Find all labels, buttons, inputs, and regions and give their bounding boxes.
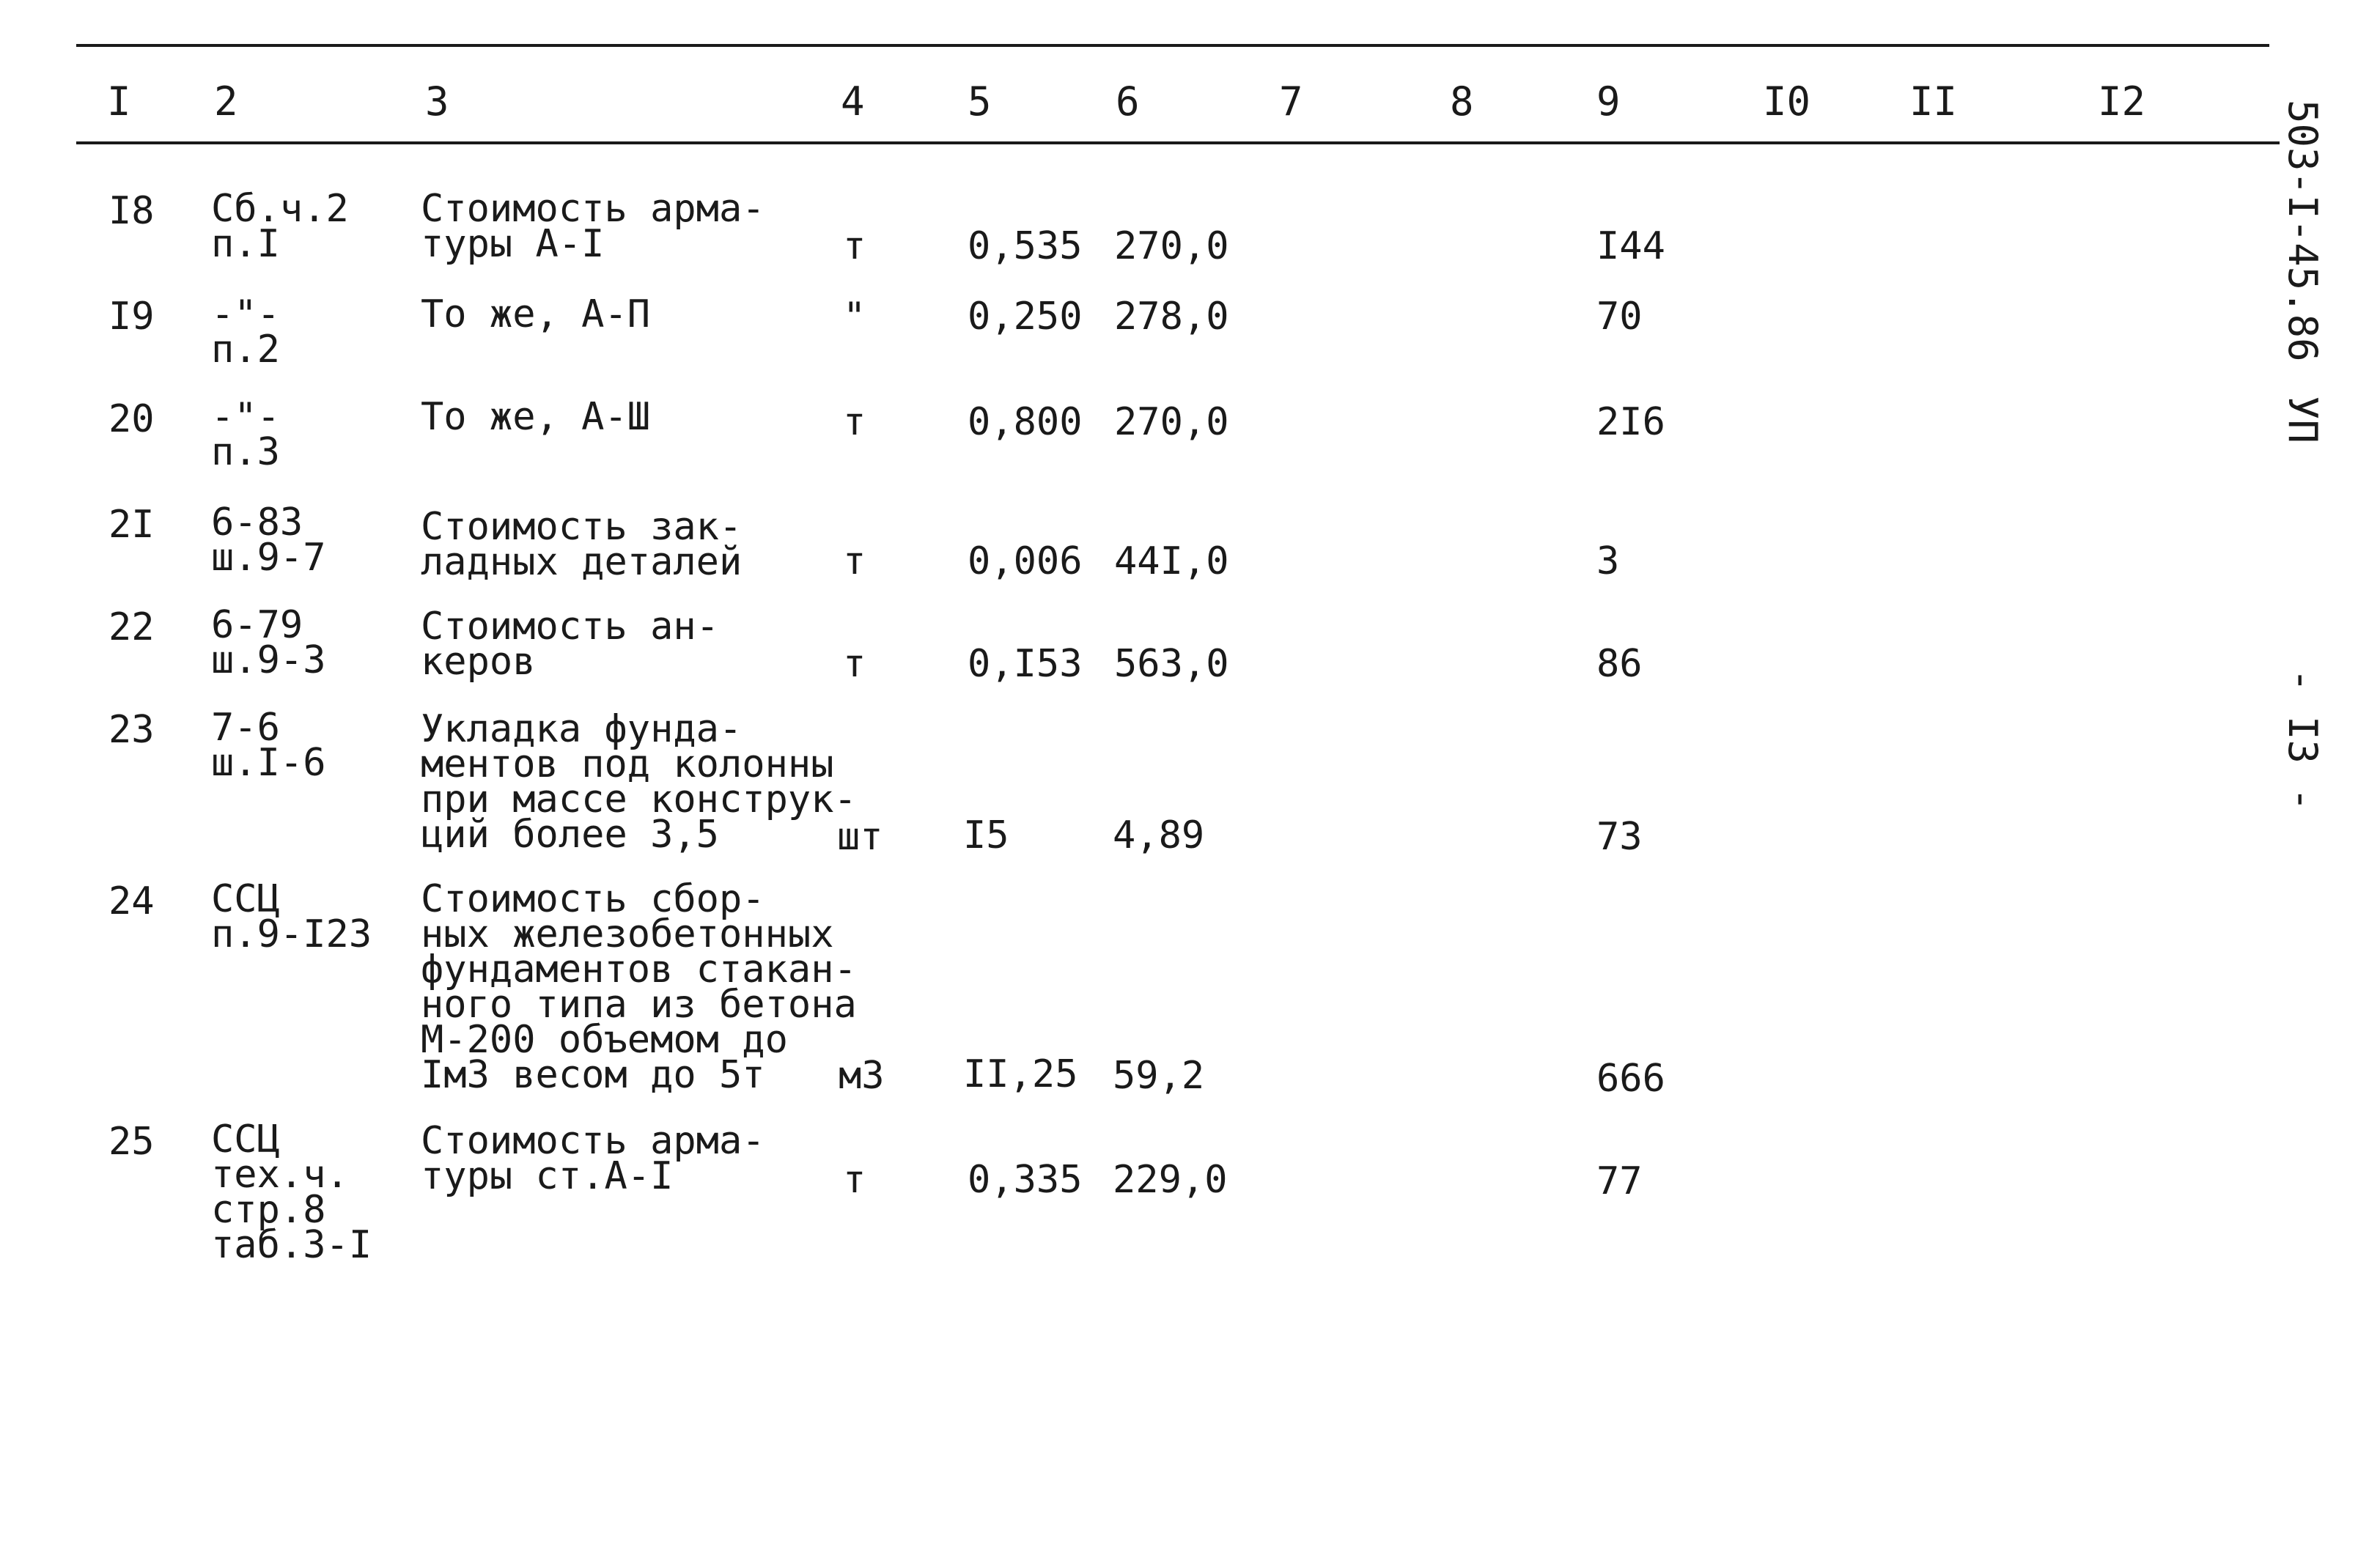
row-number: 23 — [108, 708, 155, 752]
col-header-5: 5 — [968, 78, 992, 125]
ref-line: 7-6 — [211, 706, 280, 750]
col-header-6: 6 — [1116, 78, 1140, 125]
document-code: 503-I-45.86 — [2280, 100, 2326, 362]
name-line: ций более 3,5 — [421, 813, 719, 857]
page-number: - I3 - — [2280, 668, 2326, 812]
row-number: I9 — [108, 295, 155, 339]
name-line: туры ст.А-I — [421, 1154, 674, 1198]
name-line: Стоимость ан- — [421, 605, 719, 649]
col-header-2: 2 — [214, 78, 238, 125]
ref-line: таб.3-I — [211, 1223, 372, 1267]
col-header-10: I0 — [1763, 78, 1811, 125]
ref-line: -"- — [211, 395, 280, 439]
ref-line: п.I — [211, 222, 280, 266]
name-line: Стоимость зак- — [421, 505, 743, 549]
row-number: I8 — [108, 189, 155, 233]
unit-price: 563,0 — [1114, 642, 1229, 686]
total: I44 — [1596, 224, 1665, 268]
quantity: 0,335 — [968, 1158, 1083, 1202]
series-label: УП — [2280, 396, 2326, 444]
unit: т — [843, 400, 866, 444]
unit: шт — [837, 815, 883, 859]
col-header-9: 9 — [1596, 78, 1621, 125]
ref-line: ш.9-3 — [211, 638, 326, 682]
quantity: 0,535 — [968, 224, 1083, 268]
ref-line: стр.8 — [211, 1188, 326, 1232]
total: 3 — [1596, 539, 1620, 583]
row-number: 20 — [108, 397, 155, 441]
row-number: 22 — [108, 605, 155, 649]
ref-line: 6-83 — [211, 501, 303, 544]
name-line: Iм3 весом до 5т — [421, 1053, 765, 1097]
col-header-3: 3 — [425, 78, 449, 125]
ref-line: п.9-I23 — [211, 912, 372, 956]
header-rule — [76, 141, 2280, 144]
row-number: 25 — [108, 1120, 155, 1164]
unit: т — [843, 642, 866, 686]
quantity: 0,250 — [968, 295, 1083, 339]
quantity: 0,I53 — [968, 642, 1083, 686]
col-header-4: 4 — [841, 78, 865, 125]
quantity: 0,800 — [968, 400, 1083, 444]
ref-line: ш.I-6 — [211, 741, 326, 785]
col-header-11: II — [1909, 78, 1958, 125]
ref-line: 6-79 — [211, 603, 303, 647]
unit-price: 270,0 — [1114, 224, 1229, 268]
name-line: Стоимость сбор- — [421, 877, 765, 921]
unit-price: 278,0 — [1114, 295, 1229, 339]
row-number: 2I — [108, 503, 155, 547]
name-line: То же, А-П — [421, 292, 651, 336]
total: 77 — [1596, 1159, 1643, 1203]
total: 2I6 — [1596, 400, 1665, 444]
name-line: ного типа из бетона — [421, 983, 857, 1027]
name-line: ментов под колонны — [421, 742, 834, 786]
ref-line: п.2 — [211, 328, 280, 372]
name-line: ных железобетонных — [421, 912, 834, 956]
top-rule — [76, 44, 2269, 47]
name-line: Укладка фунда- — [421, 707, 743, 751]
unit-price: 270,0 — [1114, 400, 1229, 444]
name-line: керов — [421, 640, 536, 684]
name-line: при массе конструк- — [421, 778, 857, 822]
total: 73 — [1596, 815, 1643, 859]
name-line: Стоимость арма- — [421, 1119, 765, 1163]
quantity: 0,006 — [968, 539, 1083, 583]
unit: т — [843, 224, 866, 268]
ref-line: ССЦ — [211, 877, 280, 921]
name-line: туры А-I — [421, 222, 605, 266]
total: 86 — [1596, 642, 1643, 686]
ref-line: тех.ч. — [211, 1153, 349, 1197]
col-header-8: 8 — [1450, 78, 1474, 125]
unit: т — [843, 1158, 866, 1202]
unit: м3 — [839, 1054, 885, 1098]
name-line: То же, А-Ш — [421, 395, 651, 439]
col-header-12: I2 — [2098, 78, 2146, 125]
name-line: ладных деталей — [421, 540, 743, 584]
quantity: I5 — [963, 813, 1009, 857]
total: 666 — [1596, 1057, 1665, 1101]
unit: т — [843, 539, 866, 583]
col-header-1: I — [107, 78, 131, 125]
ref-line: п.3 — [211, 430, 280, 474]
total: 70 — [1596, 295, 1643, 339]
unit-price: 4,89 — [1113, 813, 1205, 857]
name-line: фундаментов стакан- — [421, 948, 857, 992]
ref-line: ш.9-7 — [211, 536, 326, 580]
ref-line: ССЦ — [211, 1118, 280, 1162]
unit-price: 44I,0 — [1114, 539, 1229, 583]
ref-line: Сб.ч.2 — [211, 187, 349, 231]
col-header-7: 7 — [1279, 78, 1303, 125]
quantity: II,25 — [963, 1052, 1078, 1096]
unit: " — [843, 295, 866, 339]
unit-price: 229,0 — [1113, 1158, 1228, 1202]
row-number: 24 — [108, 879, 155, 923]
name-line: Стоимость арма- — [421, 187, 765, 231]
unit-price: 59,2 — [1113, 1054, 1205, 1098]
ref-line: -"- — [211, 292, 280, 336]
name-line: М-200 объемом до — [421, 1018, 788, 1062]
